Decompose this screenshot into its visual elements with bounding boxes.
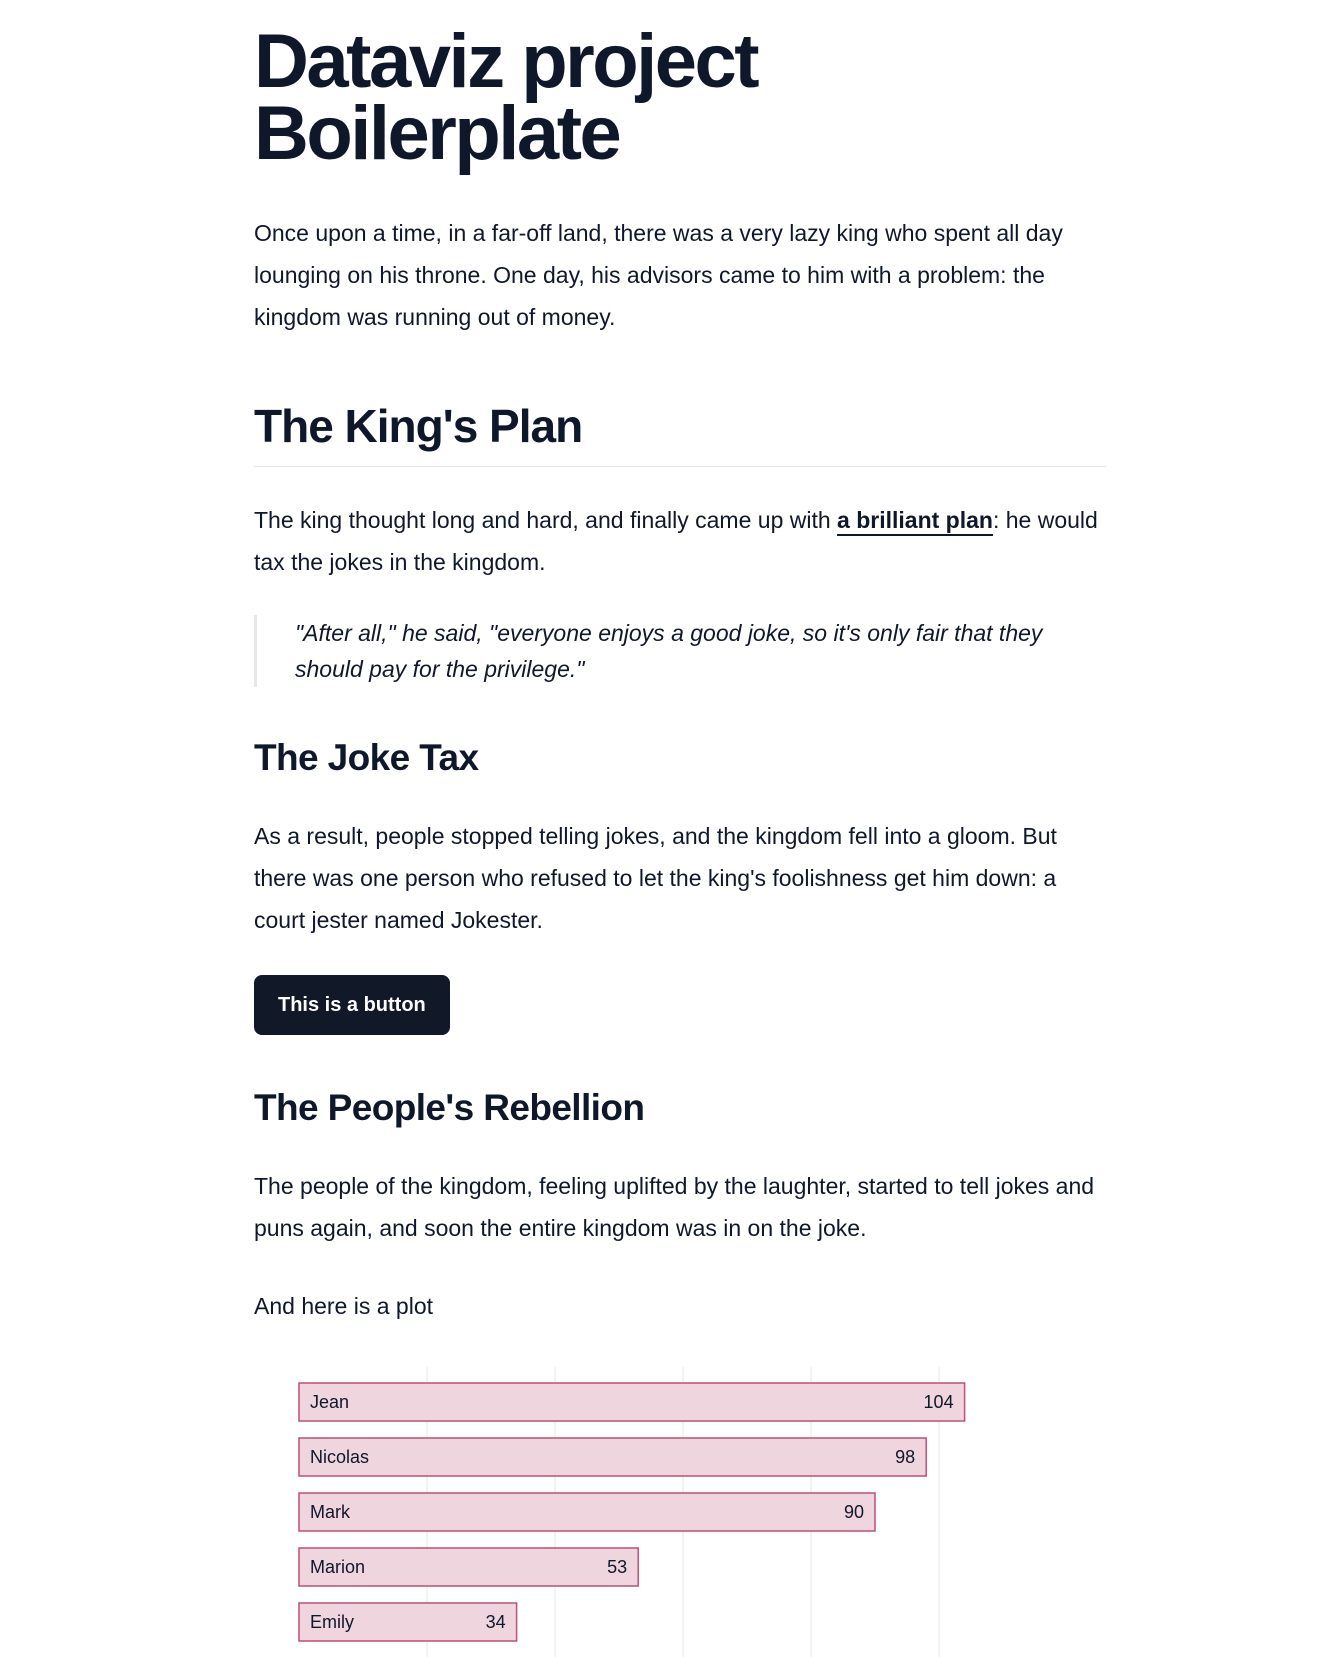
bar-value-marion: 53 xyxy=(607,1557,628,1577)
kings-plan-paragraph xyxy=(254,499,1106,583)
bar-label-jean: Jean xyxy=(310,1392,350,1412)
rebellion-paragraph: The people of the kingdom, feeling uplifted by the laughter, started to tell jokes and puns again, and soon the entire kingdom was in on the joke. xyxy=(254,1173,1095,1241)
section-heading-peoples-rebellion: The People's Rebellion xyxy=(254,1087,645,1128)
brilliant-plan-link[interactable]: a brilliant plan xyxy=(837,507,993,533)
kings-plan-text-after: : he would tax the jokes in the kingdom. xyxy=(254,507,1098,575)
bar-label-marion: Marion xyxy=(310,1557,366,1577)
plot-intro: And here is a plot xyxy=(254,1293,434,1319)
primary-button[interactable]: This is a button xyxy=(254,975,450,1035)
bar-nicolas xyxy=(299,1438,926,1476)
king-quote: "After all," he said, "everyone enjoys a good joke, so it's only fair that they should pay for the privilege." xyxy=(254,615,1106,687)
bar-value-emily: 34 xyxy=(485,1612,506,1632)
bar-label-mark: Mark xyxy=(310,1502,350,1522)
bar-value-nicolas: 98 xyxy=(895,1447,916,1467)
bar-chart xyxy=(254,1367,1106,1657)
page-title: Dataviz project Boilerplate xyxy=(254,19,758,176)
intro-paragraph: Once upon a time, in a far-off land, there was a very lazy king who spent all day lounging on his throne. One day, his advisors came to him with a problem: the kingdom was running out of money. xyxy=(254,220,1063,330)
joke-tax-paragraph: As a result, people stopped telling jokes, and the kingdom fell into a gloom. But there was one person who refused to let the king's foolishness get him down: a court jester named Jokester. xyxy=(254,823,1057,933)
bar-label-emily: Emily xyxy=(310,1612,354,1632)
bar-value-jean: 104 xyxy=(923,1392,954,1412)
bar-label-nicolas: Nicolas xyxy=(310,1447,370,1467)
section-heading-joke-tax: The Joke Tax xyxy=(254,737,479,778)
article xyxy=(254,0,1106,1657)
bar-mark xyxy=(299,1493,875,1531)
bar-value-mark: 90 xyxy=(843,1502,864,1522)
kings-plan-text-before: The king thought long and hard, and finally came up with xyxy=(254,507,838,533)
bar-jean xyxy=(299,1383,965,1421)
section-heading-kings-plan: The King's Plan xyxy=(254,398,1106,467)
